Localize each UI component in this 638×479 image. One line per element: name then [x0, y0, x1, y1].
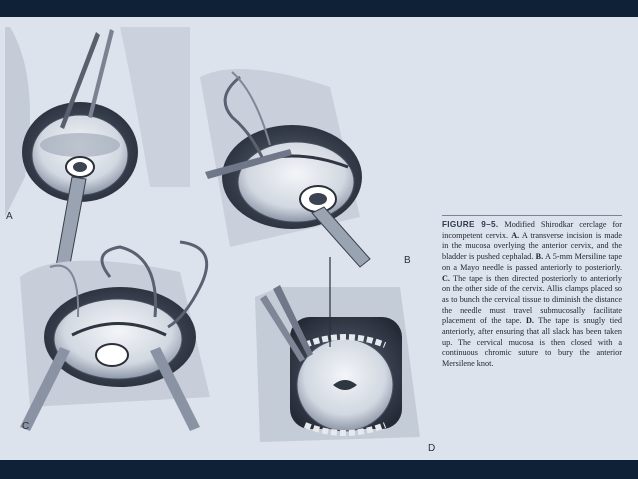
panel-label-b: B	[404, 255, 411, 266]
figure-title: Modified Shirodkar cerclage for incompetent cervix.	[442, 220, 623, 240]
step-c-text: The tape is then directed posteriorly to anteriorly on the other side of the cervix. Allis clamps placed so as to bunch the cervical tissue to diminish the distance the needle must travel submucosally facilitate placement of the tape.	[442, 273, 622, 326]
step-d-text: The tape is snugly tied anteriorly, after ensuring that all slack has been taken up. The cervical mucosa is then closed with a continuous chromic suture to bury the anterior Mersilene knot.	[442, 316, 622, 369]
scanned-page	[0, 17, 638, 460]
panel-label-a: A	[6, 211, 13, 222]
panel-c-drawing	[20, 242, 210, 431]
figure-caption	[442, 220, 622, 370]
step-c-letter: C.	[442, 273, 450, 283]
panel-label-c: C	[22, 421, 30, 432]
step-b-text: A 5-mm Mersiline tape on a Mayo needle is passed anteriorly to posteriorly.	[442, 252, 622, 272]
step-d-letter: D.	[525, 316, 534, 326]
panel-a-drawing	[5, 27, 190, 275]
panel-b-drawing	[200, 69, 370, 267]
caption-rule	[442, 215, 622, 216]
panel-d-drawing	[255, 257, 420, 442]
panel-label-d: D	[428, 443, 436, 454]
step-b-letter: B.	[535, 252, 544, 262]
step-a-letter: A.	[511, 230, 520, 240]
figure-label: FIGURE 9–5.	[442, 220, 499, 229]
step-a-text: A transverse incision is made in the mucosa overlying the anterior cervix, and the bladder is pushed cephalad.	[442, 230, 622, 262]
